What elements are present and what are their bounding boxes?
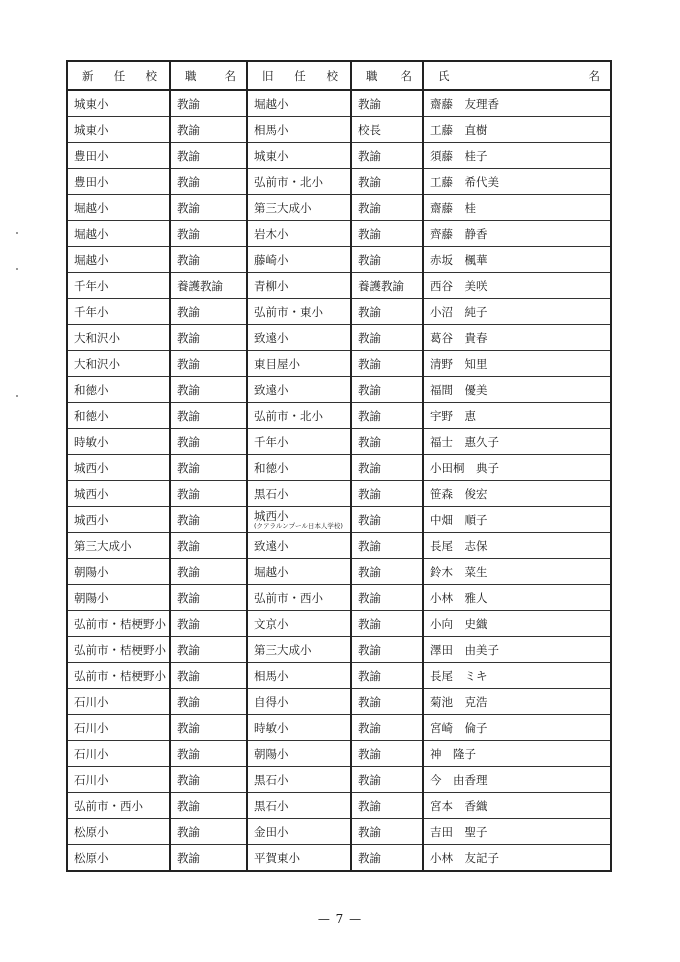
header-position: [170, 61, 247, 90]
cell-name: 宮本 香織: [423, 793, 611, 819]
cell-position: 教諭: [170, 845, 247, 872]
table-row: [67, 819, 611, 845]
table-row: [67, 611, 611, 637]
cell-old-position: 教諭: [351, 845, 423, 872]
cell-name: 神 隆子: [423, 741, 611, 767]
cell-old-school: 相馬小: [247, 663, 351, 689]
cell-position: 教諭: [170, 195, 247, 221]
header-char: 職: [366, 68, 378, 83]
header-char: 任: [113, 68, 126, 83]
cell-new-school: 時敏小: [67, 429, 170, 455]
cell-new-school: 石川小: [67, 689, 170, 715]
cell-name: 長尾 志保: [423, 533, 611, 559]
cell-new-school: 朝陽小: [67, 559, 170, 585]
cell-old-position: 教諭: [351, 741, 423, 767]
cell-position: 教諭: [170, 169, 247, 195]
cell-new-school: 朝陽小: [67, 585, 170, 611]
cell-name: 菊池 克浩: [423, 689, 611, 715]
cell-old-school: 朝陽小: [247, 741, 351, 767]
cell-new-school: 石川小: [67, 767, 170, 793]
header-old-position: [351, 61, 423, 90]
cell-position: 養護教諭: [170, 273, 247, 299]
cell-name: 赤坂 楓華: [423, 247, 611, 273]
cell-name: 笹森 俊宏: [423, 481, 611, 507]
table-row: [67, 559, 611, 585]
cell-old-position: 教諭: [351, 351, 423, 377]
cell-name: 小向 史織: [423, 611, 611, 637]
cell-new-school: 堀越小: [67, 221, 170, 247]
cell-name: 齊藤 静香: [423, 221, 611, 247]
cell-old-school: 黒石小: [247, 481, 351, 507]
cell-new-school: 弘前市・桔梗野小: [67, 637, 170, 663]
table-row: [67, 299, 611, 325]
header-char: 職: [185, 68, 197, 83]
header-char: 新: [82, 68, 94, 83]
cell-old-school: 致遠小: [247, 325, 351, 351]
cell-position: 教諭: [170, 663, 247, 689]
cell-old-school: 弘前市・北小: [247, 169, 351, 195]
cell-name: 福士 惠久子: [423, 429, 611, 455]
cell-position: 教諭: [170, 429, 247, 455]
cell-position: 教諭: [170, 611, 247, 637]
cell-position: 教諭: [170, 351, 247, 377]
scan-speck: [16, 268, 18, 270]
cell-old-position: 養護教諭: [351, 273, 423, 299]
cell-new-school: 大和沢小: [67, 351, 170, 377]
cell-old-position: 教諭: [351, 559, 423, 585]
old-school-note: (クアラルンプール日本人学校): [254, 521, 343, 530]
cell-name: 中畑 順子: [423, 507, 611, 533]
cell-name: 清野 知里: [423, 351, 611, 377]
table-row: [67, 663, 611, 689]
cell-position: 教諭: [170, 403, 247, 429]
cell-old-position: 教諭: [351, 90, 423, 117]
header-char: 名: [224, 68, 236, 83]
cell-position: 教諭: [170, 117, 247, 143]
cell-new-school: 石川小: [67, 741, 170, 767]
cell-old-position: 教諭: [351, 637, 423, 663]
cell-old-position: 教諭: [351, 221, 423, 247]
cell-name: 鈴木 菜生: [423, 559, 611, 585]
cell-new-school: 和徳小: [67, 377, 170, 403]
cell-position: 教諭: [170, 455, 247, 481]
cell-position: 教諭: [170, 247, 247, 273]
table-row: [67, 403, 611, 429]
cell-position: 教諭: [170, 767, 247, 793]
cell-old-school: 藤崎小: [247, 247, 351, 273]
page-number: — 7 —: [317, 912, 363, 926]
cell-name: 長尾 ミキ: [423, 663, 611, 689]
cell-new-school: 弘前市・桔梗野小: [67, 611, 170, 637]
cell-new-school: 弘前市・桔梗野小: [67, 663, 170, 689]
cell-new-school: 弘前市・西小: [67, 793, 170, 819]
table-row: [67, 637, 611, 663]
cell-name: 工藤 希代美: [423, 169, 611, 195]
cell-new-school: 城東小: [67, 90, 170, 117]
table-row: [67, 117, 611, 143]
cell-old-position: 教諭: [351, 169, 423, 195]
table-row: [67, 143, 611, 169]
table-row: [67, 195, 611, 221]
old-school-label: 城西小: [254, 508, 289, 523]
cell-old-position: 教諭: [351, 663, 423, 689]
cell-old-position: 教諭: [351, 377, 423, 403]
header-char: 旧: [262, 68, 274, 83]
cell-old-school: 青柳小: [247, 273, 351, 299]
header-char: 任: [294, 68, 306, 83]
cell-old-school: 時敏小: [247, 715, 351, 741]
cell-new-school: 城西小: [67, 507, 170, 533]
header-char: 名: [400, 68, 412, 83]
table-row: [67, 377, 611, 403]
cell-old-position: 教諭: [351, 767, 423, 793]
cell-name: 小林 雅人: [423, 585, 611, 611]
cell-old-school: 堀越小: [247, 90, 351, 117]
cell-new-school: 千年小: [67, 299, 170, 325]
scan-speck: [16, 232, 18, 234]
cell-new-school: 和徳小: [67, 403, 170, 429]
cell-old-school: 岩木小: [247, 221, 351, 247]
table-header-row: [67, 61, 611, 90]
cell-position: 教諭: [170, 559, 247, 585]
cell-position: 教諭: [170, 143, 247, 169]
cell-name: 工藤 直樹: [423, 117, 611, 143]
cell-new-school: 第三大成小: [67, 533, 170, 559]
cell-old-school: [247, 507, 351, 533]
table-body: [67, 90, 611, 871]
header-char: 名: [588, 68, 600, 83]
cell-old-position: 教諭: [351, 403, 423, 429]
header-char: 氏: [438, 68, 450, 83]
cell-position: 教諭: [170, 819, 247, 845]
cell-new-school: 松原小: [67, 845, 170, 872]
table-row: [67, 169, 611, 195]
cell-new-school: 城西小: [67, 481, 170, 507]
cell-new-school: 城西小: [67, 455, 170, 481]
table-row: [67, 507, 611, 533]
cell-old-school: 黒石小: [247, 767, 351, 793]
cell-old-position: 教諭: [351, 715, 423, 741]
cell-old-position: 教諭: [351, 299, 423, 325]
cell-old-school: 黒石小: [247, 793, 351, 819]
cell-old-school: 致遠小: [247, 377, 351, 403]
cell-name: 澤田 由美子: [423, 637, 611, 663]
cell-new-school: 堀越小: [67, 247, 170, 273]
cell-old-position: 教諭: [351, 507, 423, 533]
cell-old-school: 弘前市・東小: [247, 299, 351, 325]
cell-position: 教諭: [170, 299, 247, 325]
cell-old-school: 自得小: [247, 689, 351, 715]
cell-name: 福間 優美: [423, 377, 611, 403]
cell-name: 宮崎 倫子: [423, 715, 611, 741]
table-row: [67, 481, 611, 507]
table-row: [67, 247, 611, 273]
cell-position: 教諭: [170, 715, 247, 741]
table-row: [67, 689, 611, 715]
cell-old-school: 東目屋小: [247, 351, 351, 377]
table-row: [67, 715, 611, 741]
cell-old-position: 教諭: [351, 533, 423, 559]
cell-new-school: 大和沢小: [67, 325, 170, 351]
cell-new-school: 千年小: [67, 273, 170, 299]
cell-position: 教諭: [170, 507, 247, 533]
cell-old-school: 堀越小: [247, 559, 351, 585]
cell-old-position: 教諭: [351, 793, 423, 819]
table-row: [67, 845, 611, 872]
cell-position: 教諭: [170, 481, 247, 507]
cell-new-school: 松原小: [67, 819, 170, 845]
cell-old-school: 第三大成小: [247, 195, 351, 221]
table-row: [67, 533, 611, 559]
cell-new-school: 豊田小: [67, 169, 170, 195]
cell-name: 小田桐 典子: [423, 455, 611, 481]
cell-old-school: 和徳小: [247, 455, 351, 481]
table-row: [67, 455, 611, 481]
header-char: 校: [326, 68, 338, 83]
cell-old-position: 教諭: [351, 247, 423, 273]
cell-position: 教諭: [170, 90, 247, 117]
cell-position: 教諭: [170, 221, 247, 247]
table-row: [67, 429, 611, 455]
cell-name: 宇野 恵: [423, 403, 611, 429]
cell-name: 須藤 桂子: [423, 143, 611, 169]
header-old-school: [247, 61, 351, 90]
table-row: [67, 793, 611, 819]
cell-old-position: 教諭: [351, 689, 423, 715]
cell-position: 教諭: [170, 325, 247, 351]
cell-name: 西谷 美咲: [423, 273, 611, 299]
cell-new-school: 堀越小: [67, 195, 170, 221]
cell-old-school: 平賀東小: [247, 845, 351, 872]
cell-name: 今 由香理: [423, 767, 611, 793]
cell-position: 教諭: [170, 689, 247, 715]
table-row: [67, 273, 611, 299]
cell-old-position: 教諭: [351, 143, 423, 169]
table-row: [67, 741, 611, 767]
table-row: [67, 585, 611, 611]
cell-new-school: 城東小: [67, 117, 170, 143]
cell-new-school: 豊田小: [67, 143, 170, 169]
cell-old-school: 弘前市・北小: [247, 403, 351, 429]
cell-old-school: 千年小: [247, 429, 351, 455]
cell-name: 小沼 純子: [423, 299, 611, 325]
cell-old-school: 城東小: [247, 143, 351, 169]
scan-speck: [16, 395, 18, 397]
cell-old-school: 金田小: [247, 819, 351, 845]
personnel-transfer-table: [66, 60, 612, 872]
cell-name: 齋藤 友理香: [423, 90, 611, 117]
cell-new-school: 石川小: [67, 715, 170, 741]
cell-position: 教諭: [170, 741, 247, 767]
cell-old-school: 相馬小: [247, 117, 351, 143]
cell-name: 吉田 聖子: [423, 819, 611, 845]
cell-old-position: 教諭: [351, 481, 423, 507]
cell-old-school: 文京小: [247, 611, 351, 637]
cell-old-position: 教諭: [351, 585, 423, 611]
cell-old-position: 教諭: [351, 195, 423, 221]
cell-old-position: 教諭: [351, 325, 423, 351]
cell-old-school: 致遠小: [247, 533, 351, 559]
cell-old-position: 教諭: [351, 611, 423, 637]
header-char: 校: [145, 68, 157, 83]
cell-old-school: 第三大成小: [247, 637, 351, 663]
cell-position: 教諭: [170, 533, 247, 559]
header-new-school: [67, 61, 170, 90]
table-row: [67, 90, 611, 117]
cell-position: 教諭: [170, 585, 247, 611]
cell-old-position: 教諭: [351, 819, 423, 845]
cell-old-school: 弘前市・西小: [247, 585, 351, 611]
cell-name: 小林 友記子: [423, 845, 611, 872]
cell-old-position: 教諭: [351, 455, 423, 481]
header-name: [423, 61, 611, 90]
cell-position: 教諭: [170, 793, 247, 819]
table-row: [67, 351, 611, 377]
table-row: [67, 767, 611, 793]
cell-name: 葛谷 貴春: [423, 325, 611, 351]
cell-old-position: 教諭: [351, 429, 423, 455]
cell-old-position: 校長: [351, 117, 423, 143]
cell-position: 教諭: [170, 377, 247, 403]
table-row: [67, 221, 611, 247]
table-row: [67, 325, 611, 351]
cell-name: 齋藤 桂: [423, 195, 611, 221]
cell-position: 教諭: [170, 637, 247, 663]
